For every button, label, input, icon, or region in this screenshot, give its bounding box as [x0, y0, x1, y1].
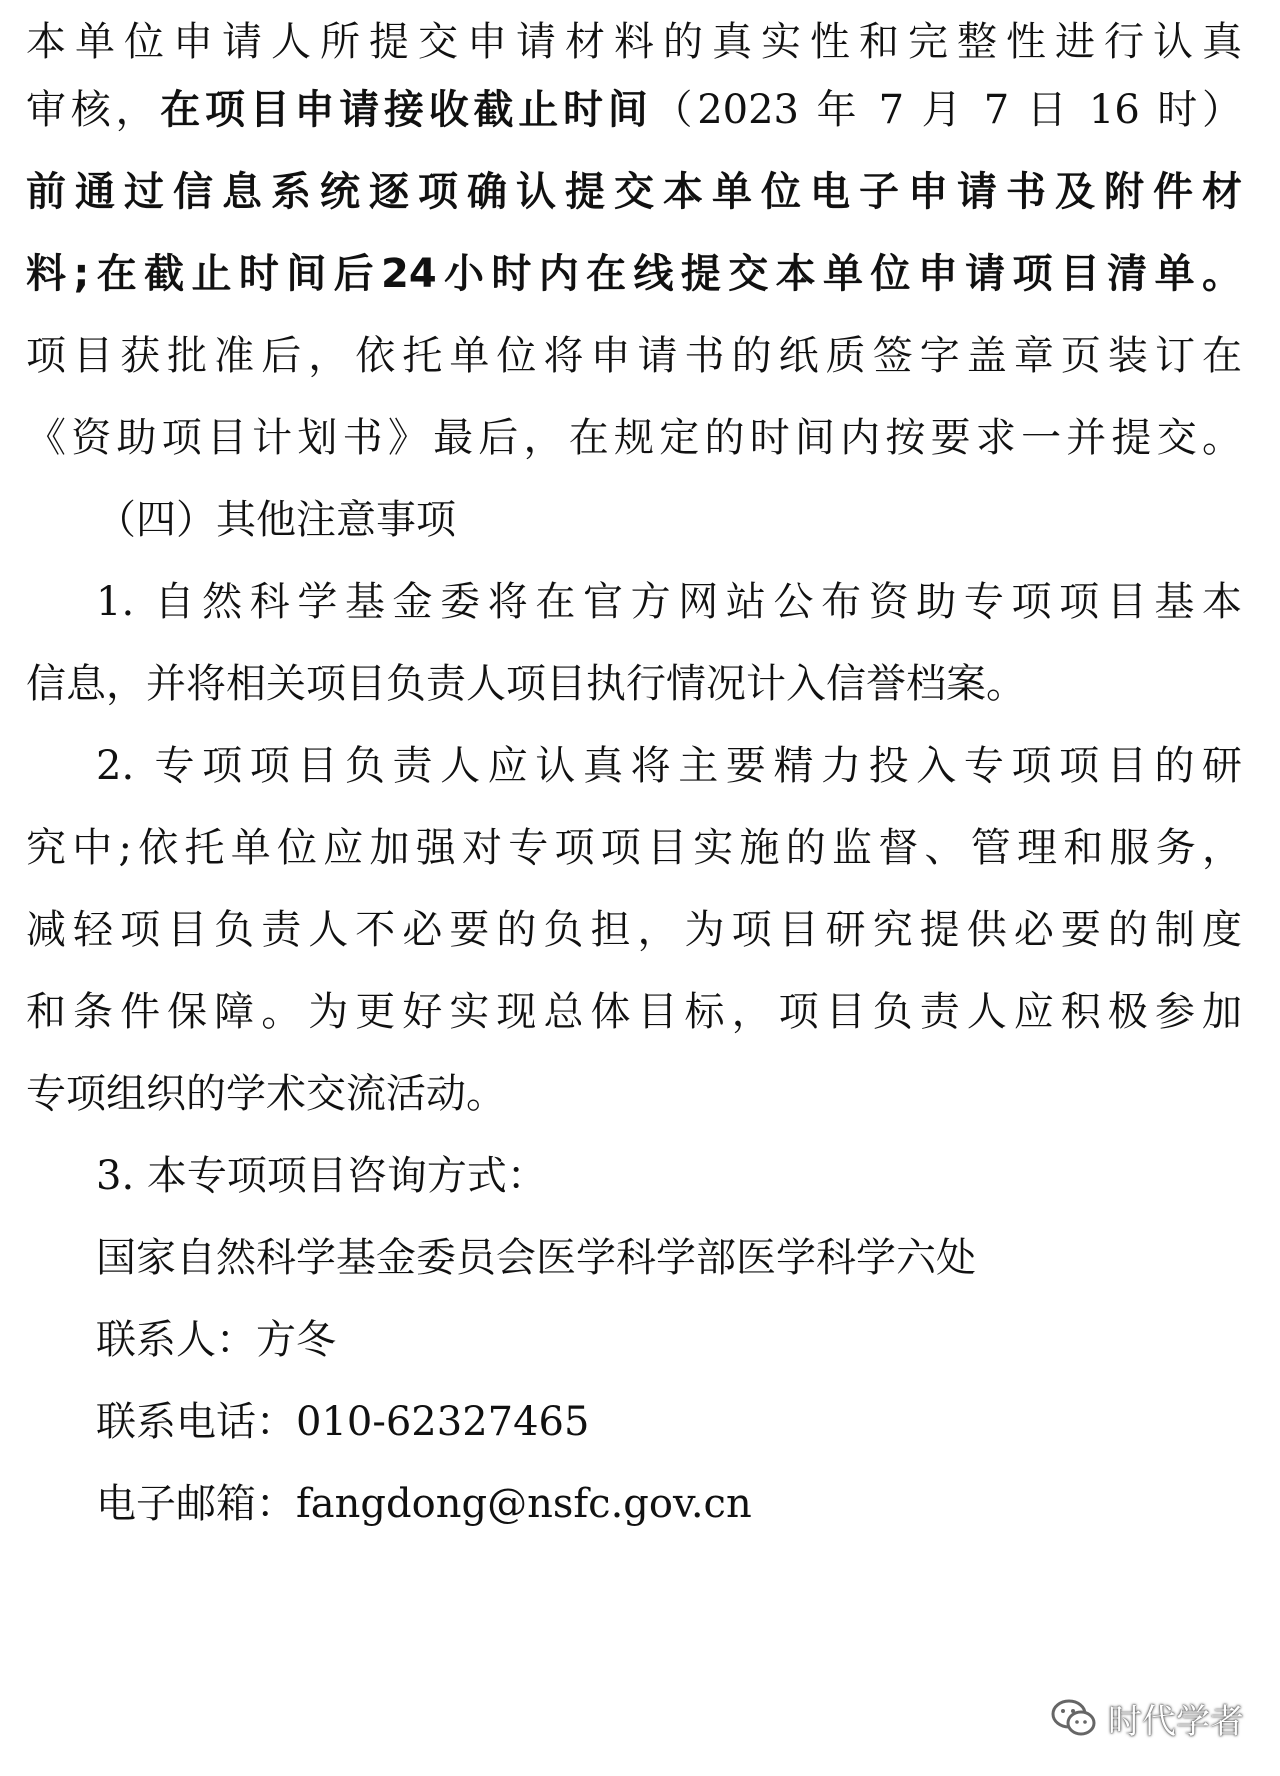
section-heading	[96, 474, 1242, 566]
list-item	[96, 1130, 1242, 1222]
line-text: （四）其他注意事项	[96, 497, 456, 543]
line-text: 《资助项目计划书》最后，在规定的时间内按要求一并提交。	[26, 415, 1242, 461]
text-line	[26, 310, 1242, 402]
line-text: 项目获批准后，依托单位将申请书的纸质签字盖章页装订在	[26, 333, 1242, 379]
text-line	[26, 146, 1242, 238]
line-text: 专项组织的学术交流活动。	[26, 1071, 506, 1117]
line-text: 和条件保障。为更好实现总体目标，项目负责人应积极参加	[26, 989, 1242, 1035]
contact-person	[96, 1294, 1242, 1386]
line-text: 2. 专项项目负责人应认真将主要精力投入专项项目的研	[96, 743, 1242, 789]
text-line	[26, 1048, 1242, 1140]
line-text: 3. 本专项项目咨询方式：	[96, 1153, 547, 1199]
bold-text: 在项目申请接收截止时间	[160, 87, 653, 133]
text-line	[26, 228, 1242, 320]
line-text: 国家自然科学基金委员会医学科学部医学科学六处	[96, 1235, 976, 1281]
line-text: 1. 自然科学基金委将在官方网站公布资助专项项目基本	[96, 579, 1242, 625]
text-line	[26, 884, 1242, 976]
line-text: （2023 年 7 月 7 日 16 时）	[652, 87, 1242, 133]
line-text: 电子邮箱：fangdong@nsfc.gov.cn	[96, 1481, 752, 1527]
line-text: 究中;依托单位应加强对专项项目实施的监督、管理和服务，	[26, 825, 1242, 871]
list-item	[96, 556, 1242, 648]
text-line	[26, 638, 1242, 730]
line-text: 本单位申请人所提交申请材料的真实性和完整性进行认真	[26, 19, 1242, 65]
text-line	[26, 802, 1242, 894]
list-item	[96, 720, 1242, 812]
bold-text: 料;在截止时间后24小时内在线提交本单位申请项目清单。	[26, 251, 1242, 297]
text-line	[26, 64, 1242, 156]
line-text: 联系人：方冬	[96, 1317, 336, 1363]
text-line	[26, 392, 1242, 484]
wechat-icon	[1050, 1698, 1098, 1738]
line-text: 审核，	[26, 87, 161, 133]
contact-department	[96, 1212, 1242, 1304]
bold-text: 前通过信息系统逐项确认提交本单位电子申请书及附件材	[26, 169, 1242, 215]
line-text: 减轻项目负责人不必要的负担，为项目研究提供必要的制度	[26, 907, 1242, 953]
text-line	[26, 966, 1242, 1058]
line-text: 联系电话：010-62327465	[96, 1399, 590, 1445]
watermark-text: 时代学者	[1108, 1701, 1244, 1742]
watermark	[1050, 1688, 1244, 1748]
contact-phone	[96, 1376, 1242, 1468]
line-text: 信息，并将相关项目负责人项目执行情况计入信誉档案。	[26, 661, 1026, 707]
contact-email	[96, 1458, 1242, 1550]
